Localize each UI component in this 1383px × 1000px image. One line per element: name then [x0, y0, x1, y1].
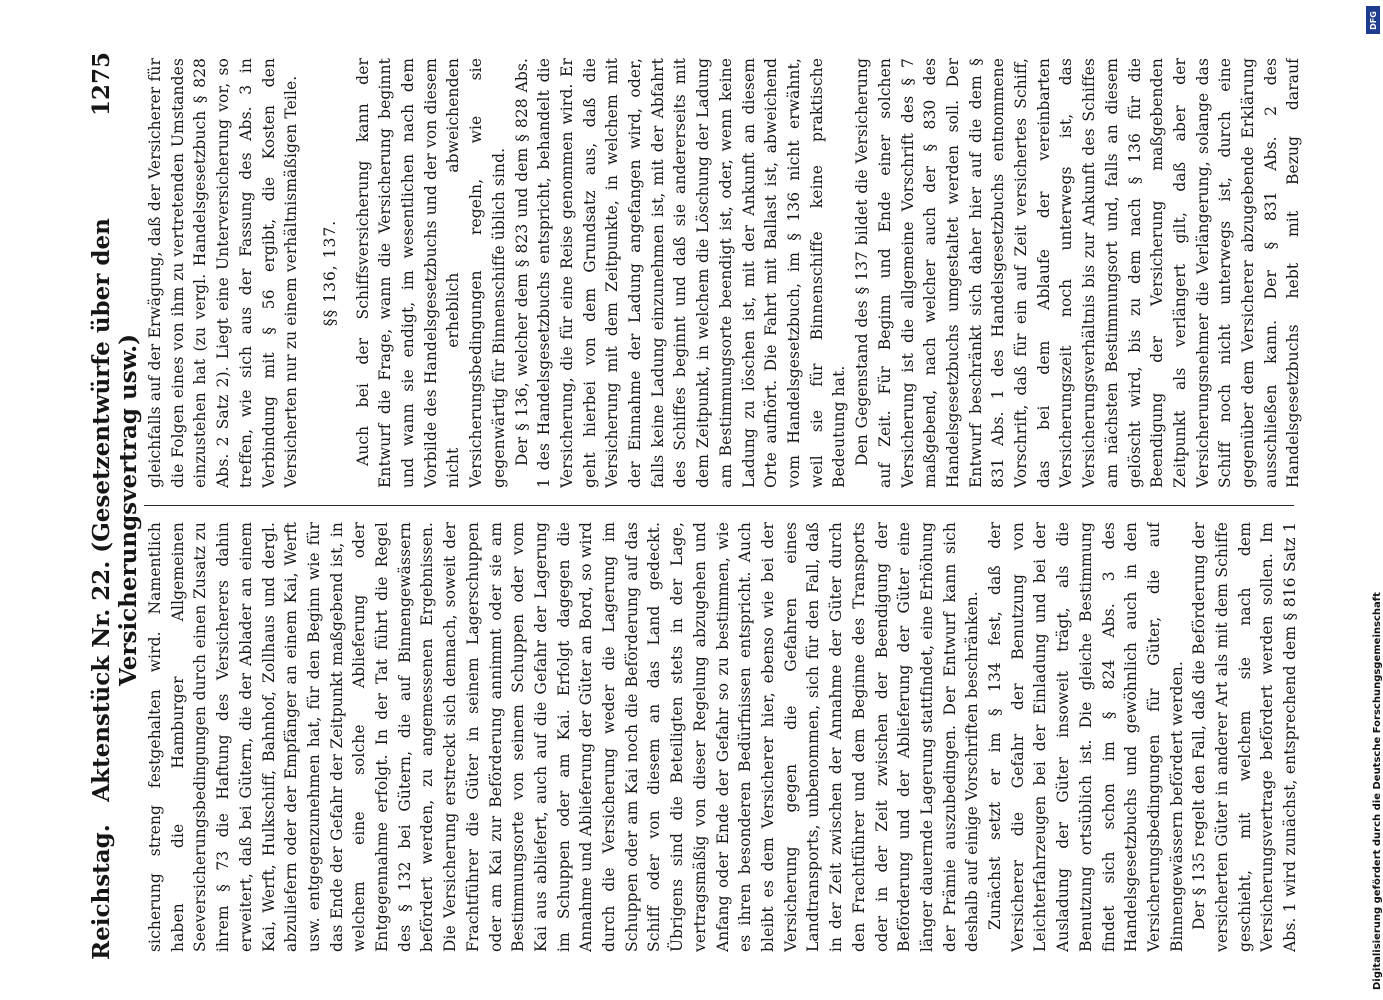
right-paragraph-1: gleichfalls auf der Erwägung, daß der Versicherer für die Folgen eines von ihm zu vertretenden Umstandes einzustehen hat (zu vergl. Handelsgesetzbuch § 828 Abs. 2 Satz 2). Liegt eine Unterversicherung vor, so treffen, wie sich aus der Fassung des Abs. 3 in Verbindung mit § 56 ergibt, die Kosten den Versicherten nur zu einem verhältnismäßigen Teile.: [146, 58, 301, 488]
section-136-paragraph-3: Den Gegenstand des § 137 bildet die Versicherung auf Zeit. Für Beginn und Ende einer solchen Versicherung ist die allgemeine Vorschrift des § 7 maßgebend, nach welcher auch der § 830 des Handelsgesetzbuchs umgestaltet werden soll. Der Entwurf beschränkt sich daher hier auf die dem § 831 Abs. 1 des Handelsgesetzbuchs entnommene Vorschrift, daß für ein auf Zeit versichertes Schiff, das bei dem Ablaufe der vereinbarten Versicherungszeit noch unterwegs ist, das Versicherungsverhältnis bis zur Ankunft des Schiffes am nächsten Bestimmungsort und, falls an diesem gelöscht wird, bis zu dem nach § 136 für die Beendigung der Versicherung maßgebenden Zeitpunkt als verlängert gilt, daß aber der Versicherungsnehmer die Verlängerung, solange das Schiff noch nicht unterwegs ist, durch eine gegenüber dem Versicherer abzugebende Erklärung ausschließen kann. Der § 831 Abs. 2 des Handelsgesetzbuchs hebt mit Bezug darauf: [853, 58, 1303, 488]
section-heading-136-137: §§ 136, 137.: [320, 219, 339, 327]
left-column: [144, 522, 1304, 952]
digitization-credit: Digitalisierung gefördert durch die Deutsche Forschungsgemeinschaft: [1372, 592, 1383, 990]
header-left: Reichstag.: [88, 824, 115, 960]
section-136-paragraph-1: Auch bei der Schiffsversicherung kann der Entwurf die Frage, wann die Versicherung beginnt und wann sie endigt, im wesentlichen nach dem Vorbilde des Handelsgesetzbuchs und der von diesem nicht erheblich abweichenden Versicherungsbedingungen regeln, wie sie gegenwärtig für Binnenschiffe üblich sind.: [353, 58, 508, 488]
running-header: [76, 52, 142, 960]
page-number: 1275: [88, 52, 115, 117]
column-divider: [144, 505, 1294, 506]
rotated-page: [40, 0, 1330, 1000]
left-paragraph-2: Zunächst setzt er im § 134 fest, daß der Versicherer die Gefahr der Benutzung von Leichterfahrzeugen bei der Einladung und bei der Ausladung der Güter insoweit trägt, als die Benutzung ortsüblich ist. Die gleiche Bestimmung findet sich schon im § 824 Abs. 3 des Handelsgesetzbuchs und gewöhnlich auch in den Versicherungsbedingungen für Güter, die auf Binnengewässern befördert werden.: [986, 522, 1186, 952]
header-title: Aktenstück Nr. 22. (Gesetzentwürfe über den Versicherungsvertrag usw.): [88, 218, 142, 802]
section-136-paragraph-2: Der § 136, welcher dem § 823 und dem § 828 Abs. 1 des Handelsgesetzbuchs entspricht, behandelt die Versicherung, die für eine Reise genommen wird. Er geht hierbei von dem Grundsatz aus, daß die Versicherung mit dem Zeitpunkte, in welchem mit der Einnahme der Ladung angefangen wird, oder, falls keine Ladung einzunehmen ist, mit der Abfahrt des Schiffes beginnt und daß sie andererseits mit dem Zeitpunkt, in welchem die Löschung der Ladung am Bestimmungsorte beendigt ist, oder, wenn keine Ladung zu löschen ist, mit der Ankunft an diesem Orte aufhört. Die Fahrt mit Ballast ist, abweichend vom Handelsgesetzbuch, im § 136 nicht erwähnt, weil sie für Binnenschiffe keine praktische Bedeutung hat.: [512, 58, 849, 488]
left-paragraph-1: sicherung streng festgehalten wird. Namentlich haben die Hamburger Allgemeinen Seeversicherungsbedingungen durch einen Zusatz zu ihrem § 73 die Haftung des Versicherers dahin erweitert, daß bei Gütern, die der Ablader an einem Kai, Werft, Hulkschiff, Bahnhof, Zollhaus und dergl. abzuliefern oder der Empfänger an einem Kai, Werft usw. entgegenzunehmen hat, für den Beginn wie für das Ende der Gefahr der Zeitpunkt maßgebend ist, in welchem eine solche Ablieferung oder Entgegennahme erfolgt. In der Tat führt die Regel des § 132 bei Gütern, die auf Binnengewässern befördert werden, zu angemessenen Ergebnissen. Die Versicherung erstreckt sich dennach, soweit der Frachtführer die Güter in seinem Lagerschuppen oder am Kai zur Beförderung annimmt oder sie am Bestimmungsorte von seinem Schuppen oder vom Kai aus abliefert, auch auf die Gefahr der Lagerung im Schuppen oder am Kai. Erfolgt dagegen die Annahme und Ablieferung der Güter an Bord, so wird durch die Versicherung weder die Lagerung im Schuppen oder am Kai noch die Beförderung auf das Schiff oder von diesem an das Land gedeckt. Übrigens sind die Beteiligten stets in der Lage, vertragsmäßig von dieser Regelung abzugehen und Anfang oder Ende der Gefahr so zu bestimmen, wie es ihren besonderen Bedürfnissen entspricht. Auch bleibt es dem Versicherer hier, ebenso wie bei der Versicherung gegen die Gefahren eines Landtransports, unbenommen, sich für den Fall, daß in der Zeit zwischen der Annahme der Güter durch den Frachtführer und dem Beginne des Transports oder in der Zeit zwischen der Beendigung der Beförderung und der Ablieferung der Güter eine länger dauernde Lagerung stattfindet, eine Erhöhung der Prämie auszubedingen. Der Entwurf kann sich deshalb auf einige Vorschriften beschränken.: [146, 522, 982, 952]
left-paragraph-3: Der § 135 regelt den Fall, daß die Beförderung der versicherten Güter in anderer Art als mit dem Schiffe geschieht, mit welchem sie nach dem Versicherungsvertrage befördert werden sollen. Im Abs. 1 wird zunächst, entsprechend dem § 816 Satz 1: [1190, 522, 1300, 952]
right-column: [144, 58, 1304, 488]
dfg-logo: [1366, 6, 1380, 34]
dfg-logo-text: DFG: [1368, 10, 1378, 30]
